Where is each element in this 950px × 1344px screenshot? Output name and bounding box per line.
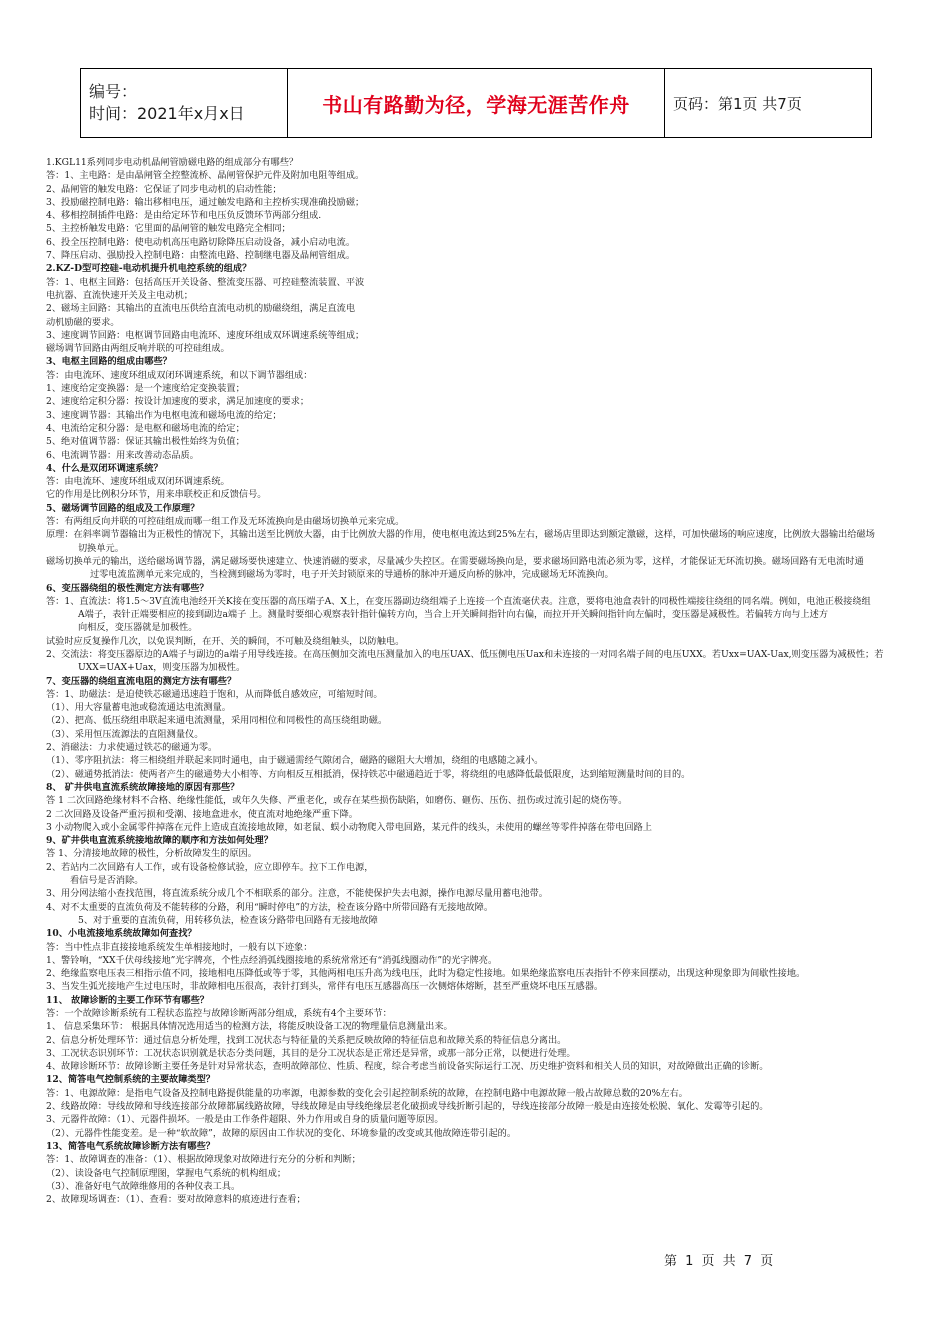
body-line: UXX=UAX+Uax，则变压器为加极性。 xyxy=(78,662,246,674)
body-line: 2、消磁法：力求使通过铁芯的磁通为零。 xyxy=(46,742,218,754)
question-heading: 2.KZ-D型可控硅-电动机提升机电控系统的组成？ xyxy=(46,263,252,275)
body-line: 向相反，变压器就是加极性。 xyxy=(78,622,198,634)
body-line: 1、速度给定变换器：是一个速度给定变换装置； xyxy=(46,383,245,395)
document-date-label: 时间：2021年x月x日 xyxy=(89,104,245,123)
page-footer: 第 1 页 共 7 页 xyxy=(664,1254,776,1269)
body-line: 2、故障现场调查：（1）、查看：要对故障意料的痕迹进行查看； xyxy=(46,1194,306,1206)
body-line: 磁场切换单元的输出，送给磁场调节器，满足磁场要快速建立、快速消磁的要求，尽量减少失控区。在需要磁场换向是，要求磁场回路电流必须为零，这样，才能保证无环流切换。磁场回路有无电流时通 xyxy=(46,555,864,567)
question-heading: 13、简答电气系统故障诊断方法有哪些？ xyxy=(46,1140,215,1152)
body-line: A端子，表针正端要相应的接到副边a端子 上。测量时要细心观察表针指针偏转方向，当合上开关瞬间指针向右偏，而拉开开关瞬间指针向左偏时，变压器是减极性。若偏转方向与上述方 xyxy=(78,609,829,621)
body-line: 4、对不太重要的直流负荷及不能转移的分路，利用“瞬时停电”的方法，检查该分路中所带回路有无接地故障。 xyxy=(46,901,494,913)
question-heading: 8、 矿井供电直流系统故障接地的原因有那些？ xyxy=(46,781,240,793)
body-line: 答：一个故障诊断系统有工程状态监控与故障诊断两部分组成，系统有4个主要环节： xyxy=(46,1008,392,1019)
body-line: 磁场调节回路由两组反响并联的可控硅组成。 xyxy=(46,343,230,355)
body-line: 2、线路故障：导线故障和导线连接部分故障都属线路故障，导线故障是由导线绝缘层老化破损或导线折断引起的，导线连接部分故障一般是由连接处松脱、氧化、发霉等引起的。 xyxy=(46,1101,769,1113)
question-heading: 11、 故障诊断的主要工作环节有哪些？ xyxy=(46,994,209,1006)
body-line: 5、主控桥触发电路：它里面的晶闸管的触发电路完全相同； xyxy=(46,223,291,235)
body-line: 3、工况状态识别环节：工况状态识别就是状态分类问题，其目的是分工况状态是正常还是异常，或那一部分正常，以便进行处理。 xyxy=(46,1047,576,1059)
body-line: 答 1、分清接地故障的极性，分析故障发生的原因。 xyxy=(46,848,257,860)
body-line: 答：由电流环、速度环组成双闭环调速系统。 xyxy=(46,476,230,488)
body-line: （2）、元器件性能变差。是一种“软故障”，故障的原因由工作状况的变化、环境参量的改变或其他故障连带引起的。 xyxy=(46,1127,517,1139)
body-line: 过零电流监测单元来完成的，当检测到磁场为零时，电子开关封锁原来的导通桥的脉冲开通反向桥的脉冲，完成磁场无环流换向。 xyxy=(90,569,614,581)
body-line: 看信号是否消除。 xyxy=(70,875,144,887)
body-line: 7、降压启动、强励投入控制电路：由整流电路、控制继电器及晶闸管组成。 xyxy=(46,250,356,262)
body-line: （2）、把高、低压绕组串联起来通电流测量，采用同相位和同极性的高压绕组助磁。 xyxy=(46,715,388,727)
body-line: （1）、零序阻抗法：将三相绕组并联起来同时通电，由于磁通需经气隙闭合，磁路的磁阻大大增加，绕组的电感随之减小。 xyxy=(46,755,544,767)
document-header xyxy=(80,68,872,138)
body-line: 5、对于重要的直流负荷，用转移负法，检查该分路带电回路有无接地故障 xyxy=(78,914,378,926)
body-line: 答：1、电源故障：是指电气设备及控制电路提供能量的功率源，电源参数的变化会引起控制系统的故障，在控制电路中电源故障一般占故障总数的20%左右。 xyxy=(46,1087,688,1099)
body-line: 1、警铃响，“XX千伏母线接地”光字牌亮，个性点经消弧线圈接地的系统常常还有“消弧线圈动作”的光字牌亮。 xyxy=(46,954,498,966)
body-line: 切换单元。 xyxy=(78,542,124,554)
body-line: 3、用分网法缩小查找范围，将直流系统分成几个不相联系的部分。注意，不能使保护失去电源，操作电源尽量用蓄电池带。 xyxy=(46,888,548,900)
body-line: 4、故障诊断环节：故障诊断主要任务是针对异常状态，查明故障部位、性质、程度，综合考虑当前设备实际运行工况、历史维护资料和相关人员的知识，对故障做出正确的诊断。 xyxy=(46,1061,769,1073)
body-line: 2、晶闸管的触发电路：它保证了同步电动机的启动性能； xyxy=(46,183,282,195)
body-line: （3）、准备好电气故障维修用的各种仪表工具。 xyxy=(46,1180,241,1192)
body-line: 2、绝缘监察电压表三相指示值不同，接地相电压降低或等于零，其他两相电压升高为线电压，此时为稳定性接地。如果绝缘监察电压表指针不停来回摆动，出现这种现象即为间歇性接地。 xyxy=(46,968,806,980)
body-line: 试验时应反复操作几次，以免误判断，在开、关的瞬间，不可触及绕组触头，以防触电。 xyxy=(46,635,405,647)
body-line: 2、交流法：将变压器原边的A端子与副边的a端子用导线连接。在高压侧加交流电压测量加入的电压UAX、低压侧电压Uax和未连接的一对同名端子间的电压UXX。若Uxx=UAX-Uax,则变压器为减极性；若 xyxy=(46,648,884,660)
question-heading: 12、简答电气控制系统的主要故障类型？ xyxy=(46,1074,215,1086)
question-heading: 4、什么是双闭环调速系统？ xyxy=(46,462,163,474)
body-line: 3、速度调节回路：电枢调节回路由电流环、速度环组成双环调速系统等组成； xyxy=(46,329,365,341)
question-heading: 10、小电流接地系统故障如何查找？ xyxy=(46,928,197,940)
body-line: 2、若站内二次回路有人工作，或有设备检修试验，应立即停车。拉下工作电源， xyxy=(46,861,374,873)
body-line: （2）、读设备电气控制原理图，掌握电气系统的机构组成； xyxy=(46,1167,287,1179)
body-line: 答：1、主电路：是由晶闸管全控整流桥、晶闸管保护元件及附加电阻等组成。 xyxy=(46,170,365,182)
body-line: 答：1、助磁法：是迫使铁芯磁通迅速趋于饱和，从而降低自感效应，可缩短时间。 xyxy=(46,688,383,700)
body-line: 它的作用是比例积分环节，用来串联校正和反馈信号。 xyxy=(46,489,267,501)
body-line: 动机励磁的要求。 xyxy=(46,316,120,328)
question-heading: 5、磁场调节回路的组成及工作原理？ xyxy=(46,502,200,514)
header-page-info: 页码：第1页 共7页 xyxy=(665,69,872,138)
body-line: 答：1、电枢主回路：包括高压开关设备、整流变压器、可控硅整流装置、平波 xyxy=(46,276,365,288)
question-heading: 9、矿井供电直流系统接地故障的顺序和方法如何处理？ xyxy=(46,835,273,847)
header-meta-cell xyxy=(81,69,288,138)
question-heading: 3、电枢主回路的组成由哪些？ xyxy=(46,356,172,368)
body-line: （3）、采用恒压流源法的直阻测量仪。 xyxy=(46,728,204,740)
body-line: 答：1、故障调查的准备：（1）、根据故障现象对故障进行充分的分析和判断； xyxy=(46,1154,361,1166)
body-line: （1）、用大容量蓄电池或稳流通达电流测量。 xyxy=(46,702,231,714)
body-line: 5、绝对值调节器：保证其输出极性始终为负值； xyxy=(46,436,245,448)
body-line: 3、速度调节器：其输出作为电枢电流和磁场电流的给定； xyxy=(46,409,282,421)
body-line: 1.KGL11系列同步电动机晶闸管励磁电路的组成部分有哪些？ xyxy=(46,157,299,168)
document-number-label: 编号： xyxy=(89,82,138,101)
body-line: 3 小动物爬入或小金属零件掉落在元件上造成直流接地故障，如老鼠、蜈小动物爬入带电回路，某元件的线头，未使用的螺丝等零件掉落在带电回路上 xyxy=(46,821,652,833)
body-line: 6、电流调节器：用来改善动态品质。 xyxy=(46,449,199,461)
body-line: 3、元器件故障：（1）、元器件损坏。一般是由工作条件超限、外力作用或自身的质量问题等原因。 xyxy=(46,1114,444,1126)
body-line: 电抗器、直流快速开关及主电动机； xyxy=(46,289,193,301)
body-line: 答：有两组反向并联的可控硅组成而哪一组工作及无环流换向是由磁场切换单元来完成。 xyxy=(46,516,405,528)
body-line: 原理：在斜率调节器输出为正极性的情况下，其输出送至比例放大器，由于比例放大器的作用，使电枢电流达到25%左右，磁场店里即达到额定激磁，这样，可加快磁场的响应速度，比例放大器输出给磁场 xyxy=(46,529,875,541)
body-line: 1、 信息采集环节： 根据具体情况选用适当的检测方法，将能反映设备工况的物理量信息测量出来。 xyxy=(46,1021,453,1033)
body-line: 4、电流给定积分器：是电枢和磁场电流的给定； xyxy=(46,422,245,434)
body-line: 3、投励磁控制电路：输出移相电压，通过触发电路和主控桥实现准确投励磁； xyxy=(46,196,365,208)
body-line: 6、投全压控制电路：使电动机高压电路切除降压启动设备，减小启动电流。 xyxy=(46,236,356,248)
body-line: 4、移相控制插件电路：是由给定环节和电压负反馈环节两部分组成. xyxy=(46,210,322,222)
question-heading: 7、变压器的绕组直流电阻的测定方法有哪些？ xyxy=(46,675,237,687)
body-line: 2、磁场主回路：其输出的直流电压供给直流电动机的励磁绕组，满足直流电 xyxy=(46,303,356,315)
header-motto: 书山有路勤为径，学海无涯苦作舟 xyxy=(288,69,665,138)
body-line: 答：由电流环、速度环组成双闭环调速系统，和以下调节器组成： xyxy=(46,369,313,381)
body-line: （2）、磁通势抵消法：使两者产生的磁通势大小相等、方向相反互相抵消，保持铁芯中磁通趋近于零，将绕组的电感降低最低限度，达到缩短测量时间的目的。 xyxy=(46,768,691,780)
document-body xyxy=(46,156,908,1206)
body-line: 答：1、直流法：将1.5～3V直流电池经开关K接在变压器的高压端子A、X上，在变压器副边绕组端子上连接一个直流毫伏表。注意，要将电池盒表针的同极性端接往绕组的同名端。例如，电池正极接绕组 xyxy=(46,595,871,607)
body-line: 2、信息分析处理环节：通过信息分析处理，找到工况状态与特征量的关系把反映故障的特征信息和故障关系的特征信息分离出。 xyxy=(46,1034,567,1046)
body-line: 3、当发生弧光接地产生过电压时，非故障相电压很高，表针打到头，常伴有电压互感器高压一次侧熔体熔断，甚至严重烧坏电压互感器。 xyxy=(46,981,604,993)
body-line: 答：当中性点非直接接地系统发生单相接地时，一般有以下迹象： xyxy=(46,941,313,953)
body-line: 2 二次回路及设备严重污损和受潮、接地盒进水，使直流对地绝缘严重下降。 xyxy=(46,808,358,820)
body-line: 2、速度给定积分器：按设计加速度的要求，满足加速度的要求； xyxy=(46,396,310,408)
question-heading: 6、变压器绕组的极性测定方法有哪些？ xyxy=(46,582,209,594)
body-line: 答 1 二次回路绝缘材料不合格、绝缘性能低，或年久失修、严重老化，或存在某些损伤缺陷，如磨伤、砸伤、压伤、扭伤或过流引起的烧伤等。 xyxy=(46,795,628,807)
